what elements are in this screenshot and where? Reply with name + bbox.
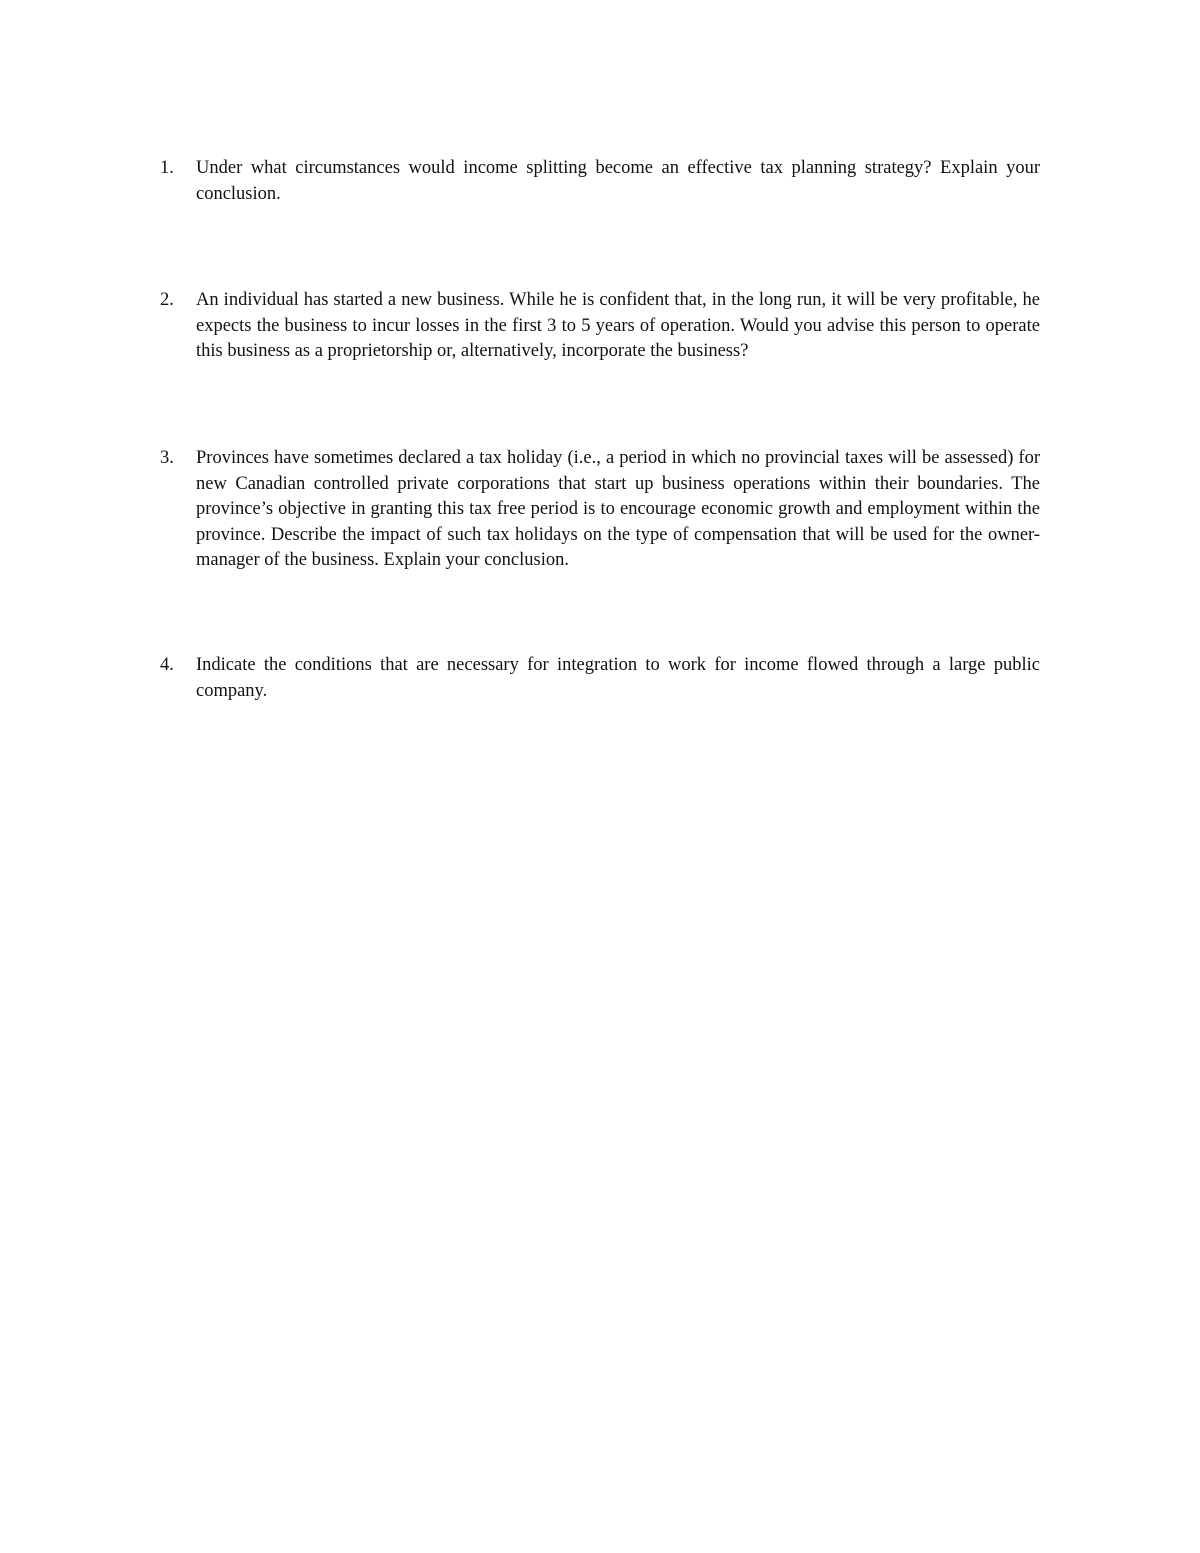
question-number: 4. [160, 655, 174, 675]
question-item [160, 446, 1040, 574]
question-item [160, 288, 1040, 365]
question-text: Under what circumstances would income splitting become an effective tax planning strategy? Explain your conclusion. [196, 158, 1040, 204]
question-text: Indicate the conditions that are necessary for integration to work for income flowed through a large public company. [196, 655, 1040, 701]
question-number: 1. [160, 158, 174, 178]
question-number: 2. [160, 290, 174, 310]
question-number: 3. [160, 448, 174, 468]
question-text: An individual has started a new business. While he is confident that, in the long run, it will be very profitable, he expects the business to incur losses in the first 3 to 5 years of operation. Would you advise this person to operate this business as a proprietorship or, alternatively, incorporate the business? [196, 290, 1040, 361]
question-item [160, 653, 1040, 704]
question-item [160, 156, 1040, 207]
question-text: Provinces have sometimes declared a tax holiday (i.e., a period in which no provincial taxes will be assessed) for new Canadian controlled private corporations that start up business operations within their boundaries. The province’s objective in granting this tax free period is to encourage economic growth and employment within the province. Describe the impact of such tax holidays on the type of compensation that will be used for the owner-manager of the business. Explain your conclusion. [196, 448, 1040, 570]
